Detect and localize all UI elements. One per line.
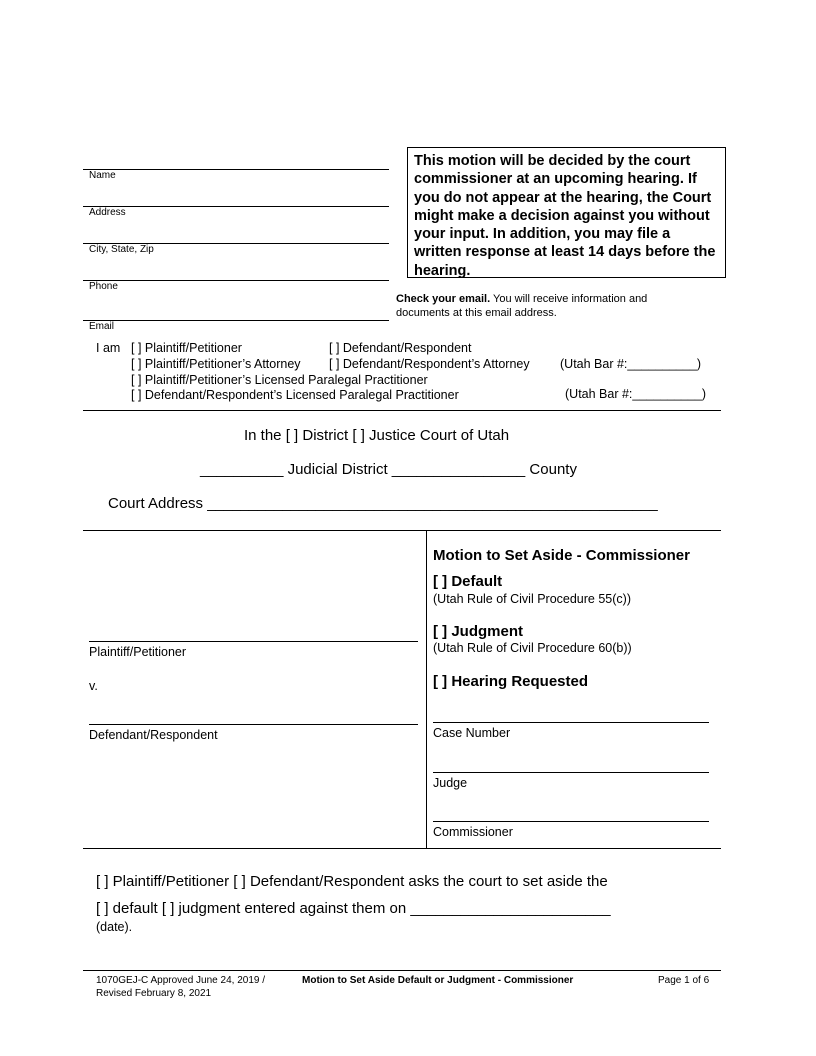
motion-title: Motion to Set Aside - Commissioner: [433, 547, 690, 564]
case-number-line[interactable]: [433, 722, 709, 723]
plaintiff-name-line[interactable]: [89, 641, 418, 642]
court-address-line[interactable]: Court Address ______________________________________________________: [108, 495, 658, 512]
footer-page-number: Page 1 of 6: [658, 975, 710, 986]
hearing-notice-box: This motion will be decided by the court commissioner at an upcoming hearing. If you do not appear at the hearing, the Court might make a decision against you without your input. In addition, you may file a written response at least 14 days before the hearing.: [407, 147, 726, 278]
judge-label: Judge: [433, 776, 468, 790]
phone-label: Phone: [89, 281, 118, 292]
checkbox-default[interactable]: [ ] Default: [433, 573, 503, 590]
judgment-rule: (Utah Rule of Civil Procedure 60(b)): [433, 641, 632, 655]
section-divider: [83, 410, 721, 411]
email-note-bold: Check your email.: [396, 293, 491, 305]
caption-top-line: [83, 530, 721, 531]
court-type-line[interactable]: In the [ ] District [ ] Justice Court of Utah: [244, 427, 510, 444]
checkbox-defendant[interactable]: [ ] Defendant/Respondent: [329, 341, 472, 355]
body-line-2[interactable]: [ ] default [ ] judgment entered against them on ________________________: [96, 900, 611, 917]
commissioner-label: Commissioner: [433, 825, 513, 839]
default-rule: (Utah Rule of Civil Procedure 55(c)): [433, 592, 631, 606]
email-note-text: You will receive information and documents at this email address.: [396, 293, 648, 319]
checkbox-judgment[interactable]: [ ] Judgment: [433, 623, 523, 640]
i-am-label: I am: [96, 341, 121, 355]
email-note: [396, 292, 696, 320]
caption-bottom-line: [83, 848, 721, 849]
utah-bar-number-1[interactable]: (Utah Bar #:__________): [560, 357, 702, 371]
judge-line[interactable]: [433, 772, 709, 773]
defendant-name-line[interactable]: [89, 724, 418, 725]
phone-line[interactable]: [83, 280, 389, 281]
judicial-district-line[interactable]: __________ Judicial District ________________ County: [200, 461, 577, 478]
caption-divider: [426, 530, 427, 848]
utah-bar-number-2[interactable]: (Utah Bar #:__________): [565, 387, 707, 401]
name-line[interactable]: [83, 169, 389, 170]
plaintiff-label: Plaintiff/Petitioner: [89, 645, 187, 659]
body-line-1[interactable]: [ ] Plaintiff/Petitioner [ ] Defendant/Respondent asks the court to set aside the: [96, 873, 608, 890]
checkbox-hearing-requested[interactable]: [ ] Hearing Requested: [433, 673, 589, 690]
email-label: Email: [89, 321, 115, 332]
defendant-label: Defendant/Respondent: [89, 728, 218, 742]
city-label: City, State, Zip: [89, 244, 154, 255]
footer-line: [83, 970, 721, 971]
checkbox-defendant-paralegal[interactable]: [ ] Defendant/Respondent’s Licensed Paralegal Practitioner: [131, 388, 459, 402]
footer-revised: Revised February 8, 2021: [96, 988, 212, 999]
footer-title: Motion to Set Aside Default or Judgment - Commissioner: [302, 975, 574, 986]
versus-label: v.: [89, 679, 98, 693]
email-line[interactable]: [83, 320, 389, 321]
checkbox-plaintiff-attorney[interactable]: [ ] Plaintiff/Petitioner’s Attorney: [131, 357, 301, 371]
checkbox-plaintiff[interactable]: [ ] Plaintiff/Petitioner: [131, 341, 242, 355]
name-label: Name: [89, 170, 116, 181]
checkbox-defendant-attorney[interactable]: [ ] Defendant/Respondent’s Attorney: [329, 357, 530, 371]
address-line[interactable]: [83, 206, 389, 207]
address-label: Address: [89, 207, 126, 218]
checkbox-plaintiff-paralegal[interactable]: [ ] Plaintiff/Petitioner’s Licensed Paralegal Practitioner: [131, 373, 428, 387]
footer-form-id: 1070GEJ-C Approved June 24, 2019 /: [96, 975, 266, 986]
date-label: (date).: [96, 920, 133, 934]
commissioner-line[interactable]: [433, 821, 709, 822]
case-number-label: Case Number: [433, 726, 511, 740]
